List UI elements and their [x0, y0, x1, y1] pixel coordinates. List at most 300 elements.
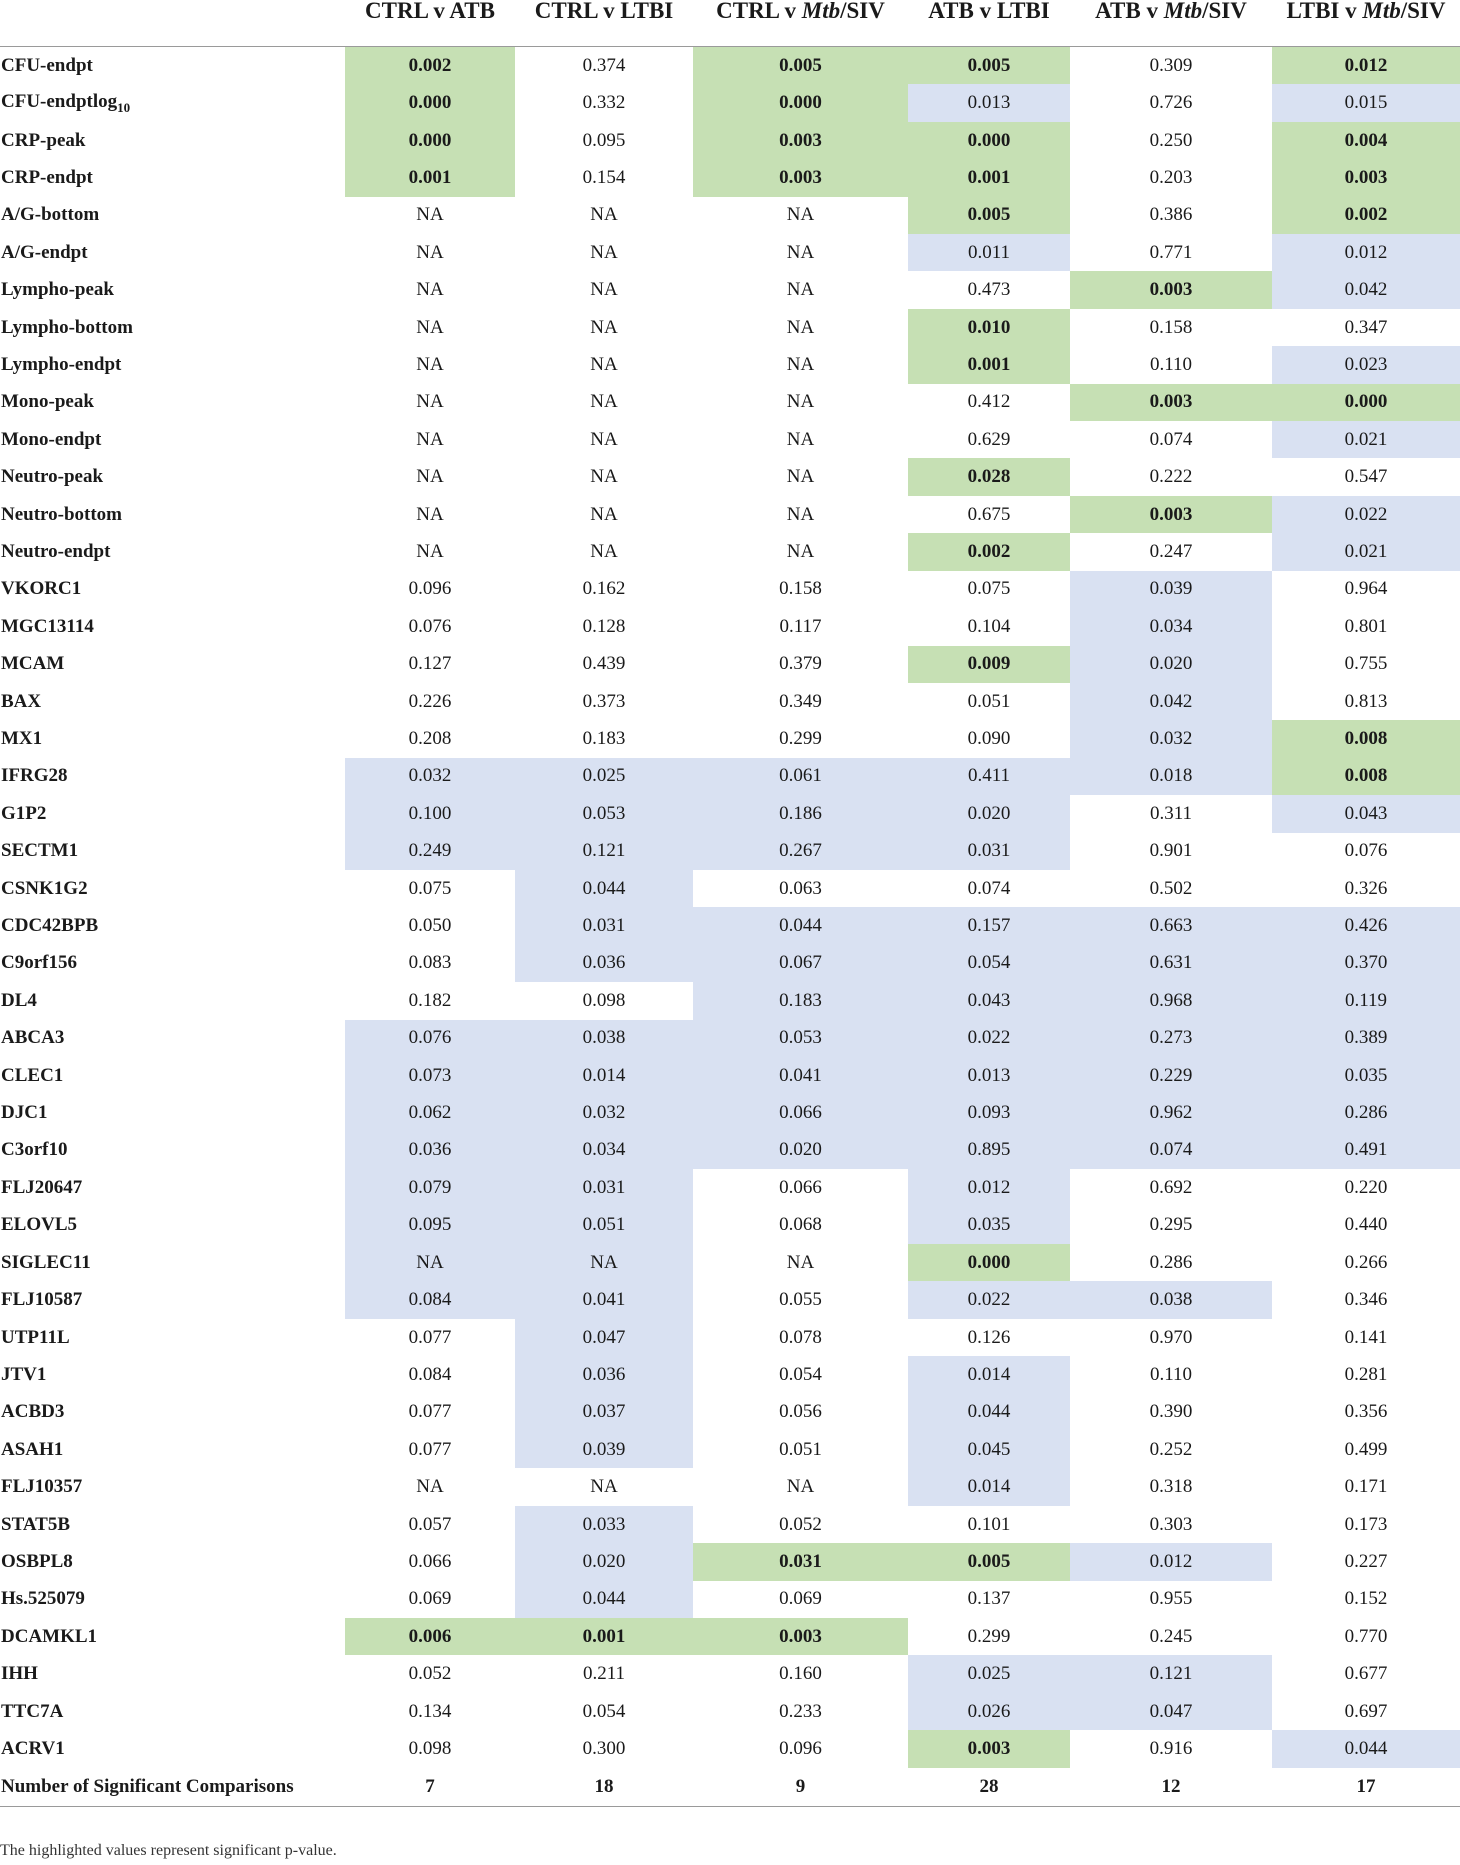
p-value-cell: 0.014: [515, 1057, 693, 1094]
p-value-cell: NA: [590, 391, 618, 413]
p-value-cell: NA: [416, 279, 444, 301]
p-value-cell: NA: [786, 503, 815, 525]
p-value-cell: 0.286: [1272, 1094, 1460, 1131]
p-value-cell: 0.008: [1272, 720, 1460, 757]
row-label: [0, 720, 345, 757]
p-value-cell: 0.020: [515, 1543, 693, 1580]
row-label: [0, 47, 345, 85]
p-value-cell: 0.055: [779, 1289, 822, 1311]
table-body: [0, 47, 1460, 1807]
row-label-text: TTC7A: [1, 1700, 64, 1722]
p-value-cell: 0.093: [908, 1094, 1070, 1131]
row-label-text: ASAH1: [1, 1438, 64, 1460]
p-value-cell: 0.663: [1070, 907, 1272, 944]
row-label-text: SIGLEC11: [1, 1251, 91, 1273]
p-value-cell: 0.077: [408, 1326, 452, 1348]
row-label: [0, 833, 345, 870]
p-value-cell: 0.039: [515, 1431, 693, 1468]
p-value-cell: 0.004: [1272, 122, 1460, 159]
p-value-cell: 0.247: [1149, 540, 1193, 562]
table-row: [0, 271, 1460, 308]
p-value-cell: 0.229: [1070, 1057, 1272, 1094]
p-value-cell: 0.182: [408, 989, 452, 1011]
row-label-text: Lympho-endpt: [1, 353, 122, 375]
row-label: [0, 1020, 345, 1057]
table-row: [0, 683, 1460, 720]
total-count: 7: [345, 1768, 515, 1807]
p-value-cell: 0.675: [967, 503, 1011, 525]
p-value-cell: 0.061: [693, 758, 908, 795]
table-row: [0, 608, 1460, 645]
p-value-cell: 0.386: [1149, 204, 1193, 226]
table-row: [0, 1431, 1460, 1468]
row-label: [0, 1281, 345, 1318]
p-value-cell: 0.203: [1149, 166, 1193, 188]
p-value-cell: 0.303: [1149, 1513, 1193, 1535]
p-value-cell: 0.121: [1070, 1655, 1272, 1692]
p-value-cell: NA: [590, 204, 618, 226]
p-value-cell: 0.001: [908, 346, 1070, 383]
p-value-cell: 0.160: [779, 1663, 822, 1685]
row-label-text: IFRG28: [1, 765, 68, 787]
column-header-text: CTRL v LTBI: [534, 0, 674, 23]
p-value-cell: 0.299: [967, 1625, 1011, 1647]
table-row: [0, 1281, 1460, 1318]
p-value-cell: 0.273: [1070, 1020, 1272, 1057]
p-value-cell: 0.056: [779, 1401, 822, 1423]
row-label-text: ELOVL5: [1, 1214, 78, 1236]
p-value-cell: 0.697: [1344, 1700, 1388, 1722]
p-value-cell: 0.101: [967, 1513, 1011, 1535]
p-value-cell: 0.032: [345, 758, 515, 795]
row-label: [0, 122, 345, 159]
column-header: [693, 0, 908, 47]
p-value-cell: 0.000: [908, 1244, 1070, 1281]
p-value-cell: 0.183: [693, 982, 908, 1019]
p-value-cell: 0.266: [1344, 1251, 1388, 1273]
p-value-cell: NA: [786, 391, 815, 413]
p-value-cell: 0.755: [1344, 653, 1388, 675]
p-value-cell: 0.311: [1149, 802, 1193, 824]
row-label-text: VKORC1: [1, 578, 82, 600]
column-header: [1070, 0, 1272, 47]
row-label: [0, 1094, 345, 1131]
p-value-cell: 0.090: [967, 728, 1011, 750]
row-label-subscript: 10: [117, 99, 131, 115]
p-value-cell: 0.110: [1149, 1363, 1193, 1385]
row-label: [0, 1581, 345, 1618]
row-label: [0, 84, 345, 121]
p-value-cell: 0.119: [1272, 982, 1460, 1019]
row-label-text: CRP-endpt: [1, 166, 93, 188]
p-value-cell: 0.096: [779, 1737, 822, 1759]
p-value-cell: 0.356: [1344, 1401, 1388, 1423]
p-value-cell: 0.771: [1149, 241, 1193, 263]
row-label-text: DJC1: [1, 1102, 48, 1124]
p-value-cell: 0.629: [967, 428, 1011, 450]
column-header-text: LTBI v: [1286, 0, 1363, 23]
table-row: [0, 1356, 1460, 1393]
p-value-cell: 0.003: [1070, 496, 1272, 533]
row-label-text: JTV1: [1, 1363, 47, 1385]
p-value-cell: 0.031: [693, 1543, 908, 1580]
p-value-cell: 0.801: [1344, 615, 1388, 637]
p-value-cell: 0.373: [582, 690, 626, 712]
p-value-cell: 0.009: [908, 646, 1070, 683]
p-value-cell: 0.002: [345, 47, 515, 85]
p-value-cell: NA: [590, 428, 618, 450]
p-value-cell: NA: [590, 540, 618, 562]
table-row: [0, 982, 1460, 1019]
header-blank: [0, 0, 345, 47]
p-value-cell: 0.054: [779, 1363, 822, 1385]
p-value-cell: 0.042: [1272, 271, 1460, 308]
table-row: [0, 571, 1460, 608]
p-value-cell: NA: [416, 428, 444, 450]
p-value-cell: 0.126: [967, 1326, 1011, 1348]
p-value-cell: 0.051: [515, 1207, 693, 1244]
column-header-suffix: /SIV: [1202, 0, 1247, 23]
p-value-cell: 0.547: [1344, 466, 1388, 488]
column-header-italic: Mtb: [1163, 0, 1203, 23]
p-value-cell: 0.245: [1149, 1625, 1193, 1647]
table-row: [0, 197, 1460, 234]
column-header-text: CTRL v ATB: [365, 0, 495, 23]
p-value-cell: 0.002: [908, 533, 1070, 570]
row-label-text: CFU-endpt: [1, 54, 93, 76]
row-label: [0, 907, 345, 944]
p-value-cell: 0.374: [582, 54, 626, 76]
row-label-text: FLJ20647: [1, 1176, 83, 1198]
header-row: [0, 0, 1460, 47]
p-value-cell: 0.038: [1070, 1281, 1272, 1318]
row-label-text: DCAMKL1: [1, 1625, 98, 1647]
row-label-text: G1P2: [1, 802, 47, 824]
row-label: [0, 458, 345, 495]
p-value-cell: 0.075: [967, 578, 1011, 600]
p-value-cell: 0.033: [515, 1506, 693, 1543]
table-row: [0, 1543, 1460, 1580]
p-value-cell: 0.003: [1070, 271, 1272, 308]
total-count: 17: [1272, 1768, 1460, 1807]
p-value-cell: 0.901: [1149, 840, 1193, 862]
p-value-cell: 0.411: [908, 758, 1070, 795]
row-label-text: A/G-endpt: [1, 241, 88, 263]
row-label: [0, 1543, 345, 1580]
p-value-cell: 0.426: [1272, 907, 1460, 944]
p-value-cell: NA: [590, 279, 618, 301]
row-label-text: ACRV1: [1, 1737, 65, 1759]
p-value-cell: NA: [416, 353, 444, 375]
row-label-text: CRP-peak: [1, 129, 86, 151]
p-value-cell: 0.021: [1272, 533, 1460, 570]
row-label-text: C3orf10: [1, 1139, 68, 1161]
p-value-cell: 0.025: [908, 1655, 1070, 1692]
p-value-cell: 0.062: [345, 1094, 515, 1131]
row-label: [0, 945, 345, 982]
p-value-cell: 0.028: [908, 458, 1070, 495]
table-row: [0, 458, 1460, 495]
p-value-cell: 0.039: [1070, 571, 1272, 608]
p-value-cell: 0.036: [515, 945, 693, 982]
p-value-cell: 0.000: [1272, 384, 1460, 421]
p-value-cell: 0.012: [1272, 47, 1460, 85]
row-label: [0, 159, 345, 196]
p-value-cell: 0.968: [1070, 982, 1272, 1019]
p-value-cell: 0.895: [908, 1132, 1070, 1169]
p-value-cell: 0.068: [779, 1214, 822, 1236]
row-label: [0, 982, 345, 1019]
total-count: 18: [515, 1768, 693, 1807]
p-value-cell: 0.000: [693, 84, 908, 121]
p-value-cell: 0.211: [582, 1663, 626, 1685]
p-value-cell: 0.077: [408, 1401, 452, 1423]
p-value-cell: 0.032: [515, 1094, 693, 1131]
p-value-cell: 0.015: [1272, 84, 1460, 121]
p-value-cell: 0.631: [1070, 945, 1272, 982]
total-count: 28: [908, 1768, 1070, 1807]
row-label: [0, 346, 345, 383]
p-value-cell: NA: [786, 1251, 815, 1273]
p-value-cell: 0.014: [908, 1468, 1070, 1505]
p-value-cell: 0.021: [1272, 421, 1460, 458]
p-value-cell: 0.000: [345, 122, 515, 159]
p-value-cell: 0.677: [1344, 1663, 1388, 1685]
p-value-cell: 0.412: [967, 391, 1011, 413]
p-value-cell: 0.117: [779, 615, 822, 637]
row-label-text: C9orf156: [1, 952, 77, 974]
row-label-text: UTP11L: [1, 1326, 70, 1348]
p-value-cell: 0.001: [515, 1618, 693, 1655]
row-label: [0, 271, 345, 308]
p-value-cell: 0.076: [1344, 840, 1388, 862]
p-value-cell: 0.043: [908, 982, 1070, 1019]
p-value-cell: NA: [416, 466, 444, 488]
p-value-cell: 0.054: [582, 1700, 626, 1722]
p-value-cell: 0.692: [1149, 1176, 1193, 1198]
p-value-cell: 0.309: [1149, 54, 1193, 76]
table-row: [0, 1020, 1460, 1057]
p-value-cell: 0.003: [1272, 159, 1460, 196]
table-row: [0, 384, 1460, 421]
p-value-cell: 0.491: [1272, 1132, 1460, 1169]
table-row: [0, 1693, 1460, 1730]
p-value-cell: NA: [416, 1476, 444, 1498]
p-value-cell: 0.222: [1149, 466, 1193, 488]
row-label-text: SECTM1: [1, 840, 79, 862]
row-label: [0, 1207, 345, 1244]
row-label: [0, 1618, 345, 1655]
row-label-text: CSNK1G2: [1, 877, 88, 899]
row-label-text: DL4: [1, 989, 37, 1011]
row-label: [0, 646, 345, 683]
p-value-cell: NA: [590, 1476, 618, 1498]
row-label-text: BAX: [1, 690, 42, 712]
p-value-cell: 0.003: [693, 122, 908, 159]
column-header-italic: Mtb: [1362, 0, 1401, 23]
p-value-cell: NA: [345, 1244, 515, 1281]
p-value-cell: 0.141: [1344, 1326, 1388, 1348]
p-value-cell: 0.018: [1070, 758, 1272, 795]
table-row: [0, 1319, 1460, 1356]
p-value-cell: 0.186: [693, 795, 908, 832]
p-value-cell: 0.012: [1070, 1543, 1272, 1580]
table-row: [0, 1730, 1460, 1767]
p-value-cell: 0.281: [1344, 1363, 1388, 1385]
row-label: [0, 571, 345, 608]
p-value-cell: 0.267: [693, 833, 908, 870]
table-row: [0, 1132, 1460, 1169]
p-value-cell: 0.134: [408, 1700, 452, 1722]
table-row: [0, 945, 1460, 982]
p-value-cell: 0.916: [1149, 1737, 1193, 1759]
column-header-text: CTRL v: [716, 0, 802, 23]
p-value-cell: 0.502: [1149, 877, 1193, 899]
p-value-cell: NA: [416, 391, 444, 413]
p-value-cell: 0.346: [1344, 1289, 1388, 1311]
p-value-cell: NA: [786, 466, 815, 488]
p-value-cell: 0.084: [345, 1281, 515, 1318]
p-value-cell: 0.052: [779, 1513, 822, 1535]
p-value-cell: 0.250: [1149, 129, 1193, 151]
p-value-cell: 0.390: [1149, 1401, 1193, 1423]
row-label: [0, 1319, 345, 1356]
p-value-cell: 0.084: [408, 1363, 452, 1385]
p-value-cell: 0.035: [908, 1207, 1070, 1244]
column-header-italic: Mtb: [801, 0, 841, 23]
row-label-text: A/G-bottom: [1, 204, 100, 226]
table-row: [0, 795, 1460, 832]
p-value-cell: 0.104: [967, 615, 1011, 637]
row-label-text: IHH: [1, 1663, 38, 1685]
p-value-cell: 0.075: [408, 877, 452, 899]
p-value-cell: 0.003: [693, 159, 908, 196]
row-label-text: MGC13114: [1, 615, 94, 637]
p-value-cell: 0.038: [515, 1020, 693, 1057]
p-value-cell: 0.299: [779, 728, 822, 750]
table-row: [0, 1394, 1460, 1431]
p-value-cell: 0.044: [515, 1581, 693, 1618]
table-row: [0, 1506, 1460, 1543]
total-count: 12: [1070, 1768, 1272, 1807]
p-value-cell: NA: [786, 316, 815, 338]
p-value-cell: 0.154: [582, 166, 626, 188]
p-value-cell: 0.041: [693, 1057, 908, 1094]
p-value-cell: NA: [416, 540, 444, 562]
row-label: [0, 1394, 345, 1431]
row-label-text: Neutro-endpt: [1, 540, 111, 562]
p-value-cell: 0.110: [1149, 353, 1193, 375]
p-value-cell: 0.031: [908, 833, 1070, 870]
p-value-cell: 0.074: [1070, 1132, 1272, 1169]
p-value-cell: 0.076: [345, 1020, 515, 1057]
table-row: [0, 346, 1460, 383]
p-value-cell: 0.233: [779, 1700, 822, 1722]
p-value-cell: 0.003: [1070, 384, 1272, 421]
row-label: [0, 683, 345, 720]
p-value-cell: NA: [786, 241, 815, 263]
p-value-cell: 0.066: [693, 1094, 908, 1131]
p-value-cell: 0.020: [693, 1132, 908, 1169]
p-value-cell: 0.013: [908, 1057, 1070, 1094]
row-label-text: OSBPL8: [1, 1550, 73, 1572]
column-header: [908, 0, 1070, 47]
total-row: [0, 1768, 1460, 1807]
p-value-cell: 0.000: [908, 122, 1070, 159]
p-value-cell: 0.005: [908, 197, 1070, 234]
p-value-cell: 0.052: [408, 1663, 452, 1685]
p-value-cell: 0.096: [408, 578, 452, 600]
p-value-cell: 0.162: [582, 578, 626, 600]
p-value-cell: 0.005: [693, 47, 908, 85]
p-value-cell: 0.473: [967, 279, 1011, 301]
p-value-cell: 0.249: [345, 833, 515, 870]
p-value-cell: NA: [786, 279, 815, 301]
p-value-cell: 0.813: [1344, 690, 1388, 712]
p-value-cell: 0.051: [779, 1438, 822, 1460]
row-label: [0, 1506, 345, 1543]
p-value-cell: 0.499: [1344, 1438, 1388, 1460]
p-value-cell: 0.962: [1070, 1094, 1272, 1131]
p-value-cell: 0.332: [582, 92, 626, 114]
row-label-text: ABCA3: [1, 1027, 65, 1049]
p-value-cell: 0.770: [1344, 1625, 1388, 1647]
row-label: [0, 533, 345, 570]
row-label: [0, 608, 345, 645]
p-value-cell: NA: [786, 353, 815, 375]
p-value-cell: 0.032: [1070, 720, 1272, 757]
table-row: [0, 496, 1460, 533]
p-value-cell: 0.318: [1149, 1476, 1193, 1498]
p-value-cell: 0.012: [1272, 234, 1460, 271]
p-value-cell: 0.063: [779, 877, 822, 899]
p-value-cell: 0.067: [693, 945, 908, 982]
p-value-cell: 0.054: [908, 945, 1070, 982]
p-value-cell: 0.074: [1149, 428, 1193, 450]
p-value-cell: 0.037: [515, 1394, 693, 1431]
column-header-suffix: /SIV: [1400, 0, 1446, 23]
row-label: [0, 496, 345, 533]
p-value-cell: NA: [590, 353, 618, 375]
p-value-cell: 0.095: [582, 129, 626, 151]
p-value-cell: 0.077: [408, 1438, 452, 1460]
p-value-cell: NA: [416, 503, 444, 525]
p-value-cell: 0.053: [693, 1020, 908, 1057]
table-row: [0, 1618, 1460, 1655]
p-value-cell: 0.098: [582, 989, 626, 1011]
p-value-cell: 0.044: [1272, 1730, 1460, 1767]
p-value-cell: 0.389: [1272, 1020, 1460, 1057]
p-value-cell: 0.006: [345, 1618, 515, 1655]
table-row: [0, 907, 1460, 944]
table-row: [0, 1581, 1460, 1618]
row-label: [0, 758, 345, 795]
table-row: [0, 84, 1460, 121]
table-row: [0, 720, 1460, 757]
p-value-cell: 0.011: [908, 234, 1070, 271]
p-value-cell: NA: [515, 1244, 693, 1281]
p-value-cell: 0.041: [515, 1281, 693, 1318]
p-value-cell: 0.066: [779, 1176, 822, 1198]
p-value-cell: 0.005: [908, 47, 1070, 85]
table-row: [0, 234, 1460, 271]
row-label: [0, 309, 345, 346]
p-value-cell: 0.031: [515, 1169, 693, 1206]
p-value-cell: 0.044: [515, 870, 693, 907]
table-row: [0, 1655, 1460, 1692]
row-label: [0, 1244, 345, 1281]
row-label-text: Lympho-bottom: [1, 316, 133, 338]
